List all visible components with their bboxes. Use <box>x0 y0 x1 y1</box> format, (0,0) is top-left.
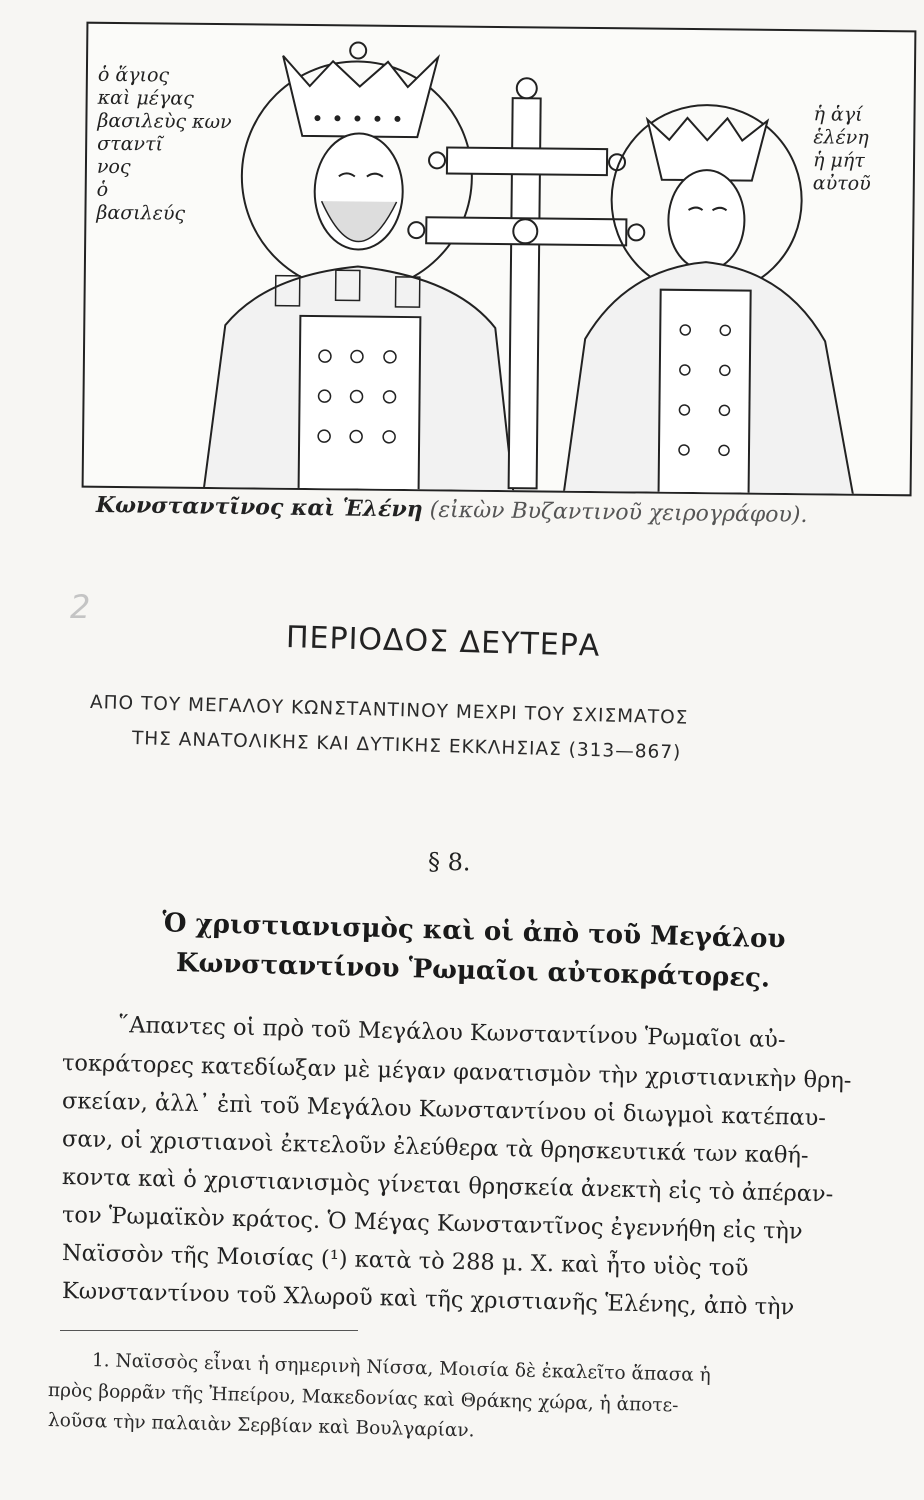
body-line: Ναϊσσὸν τῆς Μοισίας (¹) κατὰ τὸ 288 μ. Χ. καὶ ἦτο υἱὸς τοῦ <box>61 1240 749 1282</box>
section-heading-line-2: Κωνσταντίνου Ῥωμαῖοι αὐτοκράτορες. <box>175 948 771 994</box>
face-helen <box>668 170 745 271</box>
footnote-line: πρὸς βορρᾶν τῆς Ἠπείρου, Μακεδονίας καὶ Θράκης χώρα, ἡ ἀποτε- <box>47 1380 679 1417</box>
body-line: τοκράτορες κατεδίωξαν μὲ μέγαν φανατισμὸν τὴν χριστιανικὴν θρη- <box>61 1050 852 1094</box>
footnote-line: 1. Ναϊσσὸς εἶναι ἡ σημερινὴ Νίσσα, Μοισία δὲ ἐκαλεῖτο ἅπασα ἡ <box>91 1350 712 1387</box>
section-number: § 8. <box>427 847 471 877</box>
footnote-line: λοῦσα τὴν παλαιὰν Σερβίαν καὶ Βουλγαρίαν. <box>47 1410 475 1442</box>
period-title: ΠΕΡΙΟΔΟΣ ΔΕΥΤΕΡΑ <box>285 620 601 664</box>
inscription-helen: ἡ ἁγί ἑλένη ἡ μήτ αὐτοῦ <box>812 103 871 195</box>
period-subtitle-line-1: ΑΠΟ ΤΟΥ ΜΕΓΑΛΟΥ ΚΩΝΣΤΑΝΤΙΝΟΥ ΜΕΧΡΙ ΤΟΥ ΣΧΙΣΜΑΤΟΣ <box>89 692 689 729</box>
caption-source: (εἰκὼν Βυζαντινοῦ χειρογράφου). <box>429 497 808 528</box>
footnote-rule <box>60 1330 358 1331</box>
pencil-page-mark: 2 <box>70 588 91 626</box>
period-subtitle-line-2: ΤΗΣ ΑΝΑΤΟΛΙΚΗΣ ΚΑΙ ΔΥΤΙΚΗΣ ΕΚΚΛΗΣΙΑΣ (313—867) <box>131 728 682 764</box>
body-line: τον Ῥωμαϊκὸν κράτος. Ὁ Μέγας Κωνσταντῖνος ἐγεννήθη εἰς τὴν <box>61 1202 803 1245</box>
section-heading-line-1: Ὁ χριστιανισμὸς καὶ οἱ ἀπὸ τοῦ Μεγάλου <box>161 908 786 955</box>
illustration-constantine-helen <box>82 22 917 497</box>
caption-names: Κωνσταντῖνος καὶ Ἑλένη <box>95 492 423 523</box>
body-line: Κωνσταντίνου τοῦ Χλωροῦ καὶ τῆς χριστιανῆς Ἑλένης, ἀπὸ τὴν <box>61 1278 795 1321</box>
body-line: σαν, οἱ χριστιανοὶ ἐκτελοῦν ἐλεύθερα τὰ θρησκευτικά των καθή- <box>61 1126 809 1169</box>
body-line: σκείαν, ἀλλ᾽ ἐπὶ τοῦ Μεγάλου Κωνσταντίνου οἱ διωγμοὶ κατέπαυ- <box>61 1088 827 1132</box>
body-line: κοντα καὶ ὁ χριστιανισμὸς γίνεται θρησκεία ἀνεκτὴ εἰς τὸ ἀπέραν- <box>61 1164 834 1208</box>
crown-left-icon <box>282 56 438 138</box>
inscription-constantine: ὁ ἅγιος καὶ μέγας βασιλεὺς κων σταντῖ νος ὁ βασιλεύς <box>96 63 232 225</box>
body-line: ῞Απαντες οἱ πρὸ τοῦ Μεγάλου Κωνσταντίνου Ῥωμαῖοι αὐ- <box>117 1012 786 1054</box>
illustration-caption <box>96 492 896 529</box>
